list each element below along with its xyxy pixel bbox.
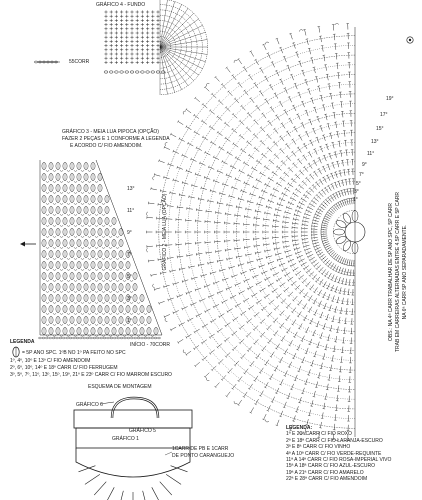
graphic-2-row-label: 5° [356,181,361,187]
graphic-3-row-label: 7° [127,252,132,258]
color-legend-line: 19ª A 21ª CARR C/ FIO AMARELO [286,469,364,476]
graphic-4-title: GRÁFICO 4 - FUNDO [96,2,146,8]
graphic-3-row-label: 13° [127,186,135,192]
color-legend-line: 1ª E 20ª CARR C/ FIO ROXO [286,431,352,438]
graphic-3-legend-line: 1º, 4º, 10º E 13º C/ FIO AMENDOIM [10,358,91,364]
assembly-label-graphic-5: GRÁFICO 5 [129,428,156,434]
graphic-2-row-label: 9° [362,162,367,168]
color-legend-title: LEGENDA: [286,425,313,431]
graphic-3-row-label: 11° [127,208,135,214]
graphic-2-row-label: 1° [353,197,358,203]
graphic-4-chain-note: 55CORR [69,59,90,65]
graphic-2-row-label: 19° [386,96,394,102]
graphic-3-legend-line: 3º, 5º, 7º, 11º, 13º, 15º, 19º, 21º E 23º CARR C/ FIO MARROM ESCURO [10,372,172,378]
graphic-2-note-line: NA 6ª CARR 5P ANO SEPARADAMENTE. [402,224,408,320]
graphic-3-row-label: 5° [127,274,132,280]
graphic-2-row-label: 13° [371,139,379,145]
graphic-3-row-label: 3° [127,296,132,302]
graphic-3-row-label: 1° [127,318,132,324]
graphic-3-start-note: INÍCIO - 70CORR [130,342,171,348]
graphic-3-legend-line: = 5P ANO SPC. 1ºB NO 1º PA FEITO NO SPC [22,350,126,356]
graphic-2-row-label: 11° [367,151,375,157]
graphic-2-note-line: OBS.: NA 4ª CARR TRABALHAR DE 5P ANO SPC, 5P CARR [388,202,394,342]
graphic-3-title-line-2: FAZER 2 PEÇAS E 1 CONFORME A LEGENDA [62,136,170,142]
graphic-2-row-label: 3° [354,189,359,195]
assembly-label-graphic-6: GRÁFICO 6 [76,402,103,408]
assembly-seam-note: DE PONTO CARANGUEJO [172,453,235,459]
color-legend-line: 3ª E 8ª CARR C/ FIO VINHO [286,444,351,451]
assembly-title: ESQUEMA DE MONTAGEM [88,384,152,390]
assembly-seam-note: 1CARR DE PB E 1CARR [172,446,229,452]
color-legend-line: 22ª E 28ª CARR C/ FIO AMENDOIM [286,476,368,483]
graphic-3-legend-line: 2º, 6º, 10º, 14º E 18º CARR C/ FIO FERRUGEM [10,365,118,371]
color-legend [286,425,391,483]
graphic-2-row-label: 17° [380,112,388,118]
color-legend-line: 11ª A 14ª CARR C/ FIO ROSA-IMPERIAL VIVO [286,457,392,464]
graphic-3-title-line-1: GRÁFICO 3 - MEIA LUA PIPOCA (OPÇÃO) [62,129,159,135]
graphic-3-legend-title: LEGENDA [10,339,35,345]
graphic-2-side-label: GRÁFICO 2 - MEIA LUA (OPÇÃO) [162,193,168,271]
color-legend-line: 15ª A 18ª CARR C/ FIO AZUL-ESCURO [286,463,376,470]
assembly-label-graphic-1: GRÁFICO 1 [112,436,139,442]
graphic-2-row-label: 7° [359,172,364,178]
graphic-2-note-line: TRAB EM CARREIRAS ALTERNADAS ENTRE 4.5P CARR E 5P CARR [395,191,401,353]
color-legend-line: 2ª E 18ª CARR C/ FIO LARANJA-ESCURO [286,437,383,444]
graphic-3-title-line-3: E ACORDO C/ FIO AMENDOIM. [70,143,143,149]
graphic-3-row-label: 9° [127,230,132,236]
graphic-2-row-label: 15° [376,126,384,132]
color-legend-line: 4ª A 10ª CARR C/ FIO VERDE-REQUINTE [286,450,382,457]
